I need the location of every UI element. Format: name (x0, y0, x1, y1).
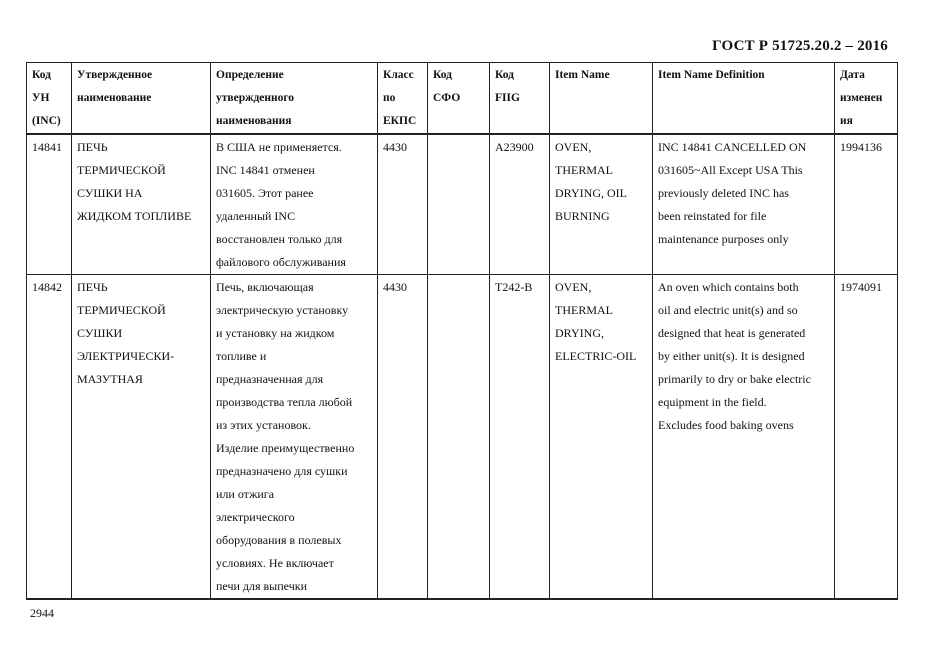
cell-class: 4430 (378, 134, 428, 275)
col-header-class: Класс по ЕКПС (378, 63, 428, 135)
cell-approved-name: ПЕЧЬ ТЕРМИЧЕСКОЙ СУШКИ НА ЖИДКОМ ТОПЛИВЕ (72, 134, 211, 275)
table-row (27, 134, 898, 275)
cell-inc: 14841 (27, 134, 72, 275)
cell-inc: 14842 (27, 275, 72, 600)
cell-definition: Печь, включающая электрическую установку и установку на жидком топливе и предназначенная для производства тепла любой из этих установок. Изделие преимущественно предназначено для сушки или отжига электрического оборудования в полевых условиях. Не включает печи для выпечки (211, 275, 378, 600)
col-header-date: Дата изменен ия (835, 63, 898, 135)
page-number: 2944 (30, 606, 54, 620)
nomenclature-table (26, 62, 898, 600)
cell-approved-name: ПЕЧЬ ТЕРМИЧЕСКОЙ СУШКИ ЭЛЕКТРИЧЕСКИ- МАЗУТНАЯ (72, 275, 211, 600)
cell-sfo (428, 134, 490, 275)
cell-fiig: T242-B (490, 275, 550, 600)
col-header-definition: Определение утвержденного наименования (211, 63, 378, 135)
cell-date: 1994136 (835, 134, 898, 275)
col-header-inc: Код УН (INC) (27, 63, 72, 135)
cell-item-definition: INC 14841 CANCELLED ON 031605~All Except USA This previously deleted INC has been reinstated for file maintenance purposes only (653, 134, 835, 275)
document-header-standard: ГОСТ Р 51725.20.2 – 2016 (712, 38, 888, 54)
cell-item-definition: An oven which contains both oil and electric unit(s) and so designed that heat is generated by either unit(s). It is designed primarily to dry or bake electric equipment in the field. Excludes food baking ovens (653, 275, 835, 600)
cell-sfo (428, 275, 490, 600)
col-header-sfo: Код СФО (428, 63, 490, 135)
cell-item-name: OVEN, THERMAL DRYING, OIL BURNING (550, 134, 653, 275)
cell-date: 1974091 (835, 275, 898, 600)
table-row (27, 275, 898, 600)
col-header-item-definition: Item Name Definition (653, 63, 835, 135)
col-header-approved-name: Утвержденное наименование (72, 63, 211, 135)
cell-class: 4430 (378, 275, 428, 600)
col-header-fiig: Код FIIG (490, 63, 550, 135)
cell-fiig: A23900 (490, 134, 550, 275)
cell-definition: В США не применяется. INC 14841 отменен 031605. Этот ранее удаленный INC восстановлен только для файлового обслуживания (211, 134, 378, 275)
table-header-row (27, 63, 898, 135)
cell-item-name: OVEN, THERMAL DRYING, ELECTRIC-OIL (550, 275, 653, 600)
col-header-item-name: Item Name (550, 63, 653, 135)
